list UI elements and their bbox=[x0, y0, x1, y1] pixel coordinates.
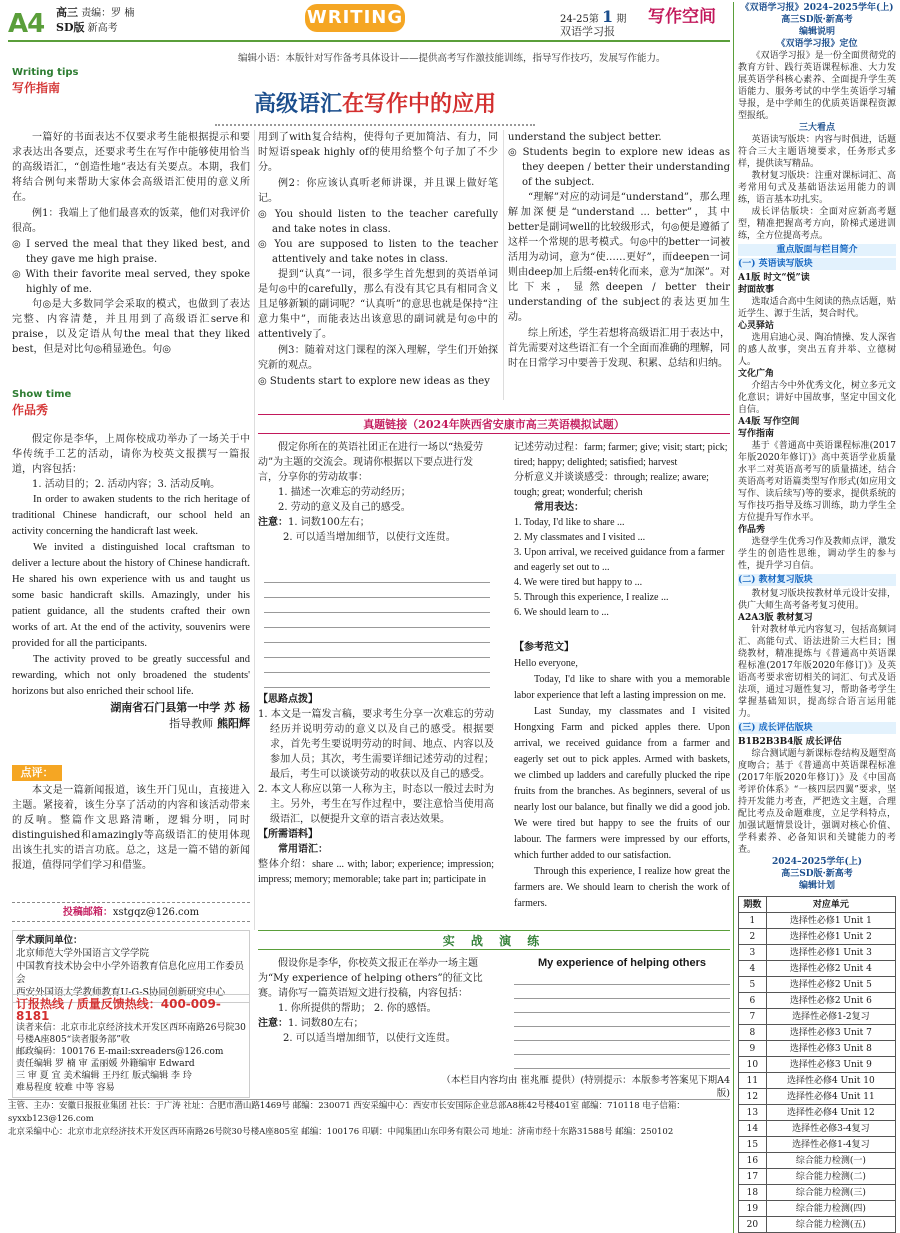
sidebar-head: 《双语学习报》2024–2025学年(上) bbox=[740, 3, 894, 13]
showtime-badge bbox=[12, 388, 132, 419]
hotline-line: 邮政编码：100176 E-mail:sxreaders@126.com bbox=[16, 1047, 224, 1057]
top-rule bbox=[8, 40, 730, 42]
headline-part1: 高级语汇 bbox=[253, 92, 342, 117]
edition: SD版 bbox=[56, 21, 85, 34]
paragraph: 用到了with复合结构，使得句子更加简洁、有力，同时短语speak highly of的使用给整个句子加了不少分。 bbox=[258, 132, 498, 173]
paper-name: 双语学习报 bbox=[560, 25, 615, 38]
hotline-line: 责任编辑 罗 楠 审 孟丽媛 外籍编审 Edward bbox=[16, 1059, 195, 1069]
sec-item-title: 文化广角 bbox=[738, 369, 775, 379]
feature: 教材复习版块：注重对课标词汇、高考常用句式及基础语法运用能力的训练，语言基本功扎实。 bbox=[738, 171, 896, 205]
cols-title: 重点版面与栏目简介 bbox=[738, 244, 896, 256]
unit-cell: 选择性必修3 Unit 7 bbox=[766, 1025, 895, 1041]
issue-number-cell: 3 bbox=[739, 945, 767, 961]
sec-desc: 综合测试题与新课标卷结构及题型高度吻合；基于《普通高中英语课程标准(2017年版2020年修订)》及《中国高考评价体系》“一核四层四翼”要求，坚持开发能力考查，严把选文主题，合理配比考点及命题难度，立足学科特点，加强试题情景设计，强调对核心价值、学科素养、必备知识和关键能力的考查。 bbox=[738, 749, 896, 855]
intro-title: 《双语学习报》定位 bbox=[776, 39, 858, 49]
comment-label: 点评： bbox=[12, 765, 62, 781]
table-row bbox=[739, 1025, 896, 1041]
practice-prompt bbox=[258, 956, 498, 1046]
intro-text: 《双语学习报》是一份全面贯彻党的教育方针、践行英语课程标准、大力发展英语学科核心素养、全面提升学生英语能力、服务考试的中学生英语学习辅导报，是中学师生的优质英语课程资源型报纸。 bbox=[738, 51, 896, 121]
si-label: 【思路点拨】 bbox=[258, 694, 318, 705]
paragraph: 一篇好的书面表达不仅要求考生能根据提示和要求表达出各要点，还要求考生在写作中能够使用恰当的高级语汇，“创造性地”表达有关要点。本期，我们将结合例句来帮助大家体会高级语汇使用的意义所在。 bbox=[12, 132, 250, 203]
essay-signature: 湖南省石门县第一中学 苏 杨 bbox=[110, 701, 250, 714]
unit-cell: 选择性必修4 Unit 11 bbox=[766, 1089, 895, 1105]
unit-cell: 选择性必修2 Unit 6 bbox=[766, 993, 895, 1009]
issue-number-cell: 16 bbox=[739, 1153, 767, 1169]
table-row bbox=[739, 1105, 896, 1121]
sec-item-desc: 选登学生优秀习作及教师点评，激发学生的创造性思维，调动学生的参与性，提升学习自信。 bbox=[738, 537, 896, 571]
sec-item-desc: 介绍古今中外优秀文化，树立多元文化意识；讲好中国故事，坚定中国文化自信。 bbox=[738, 381, 896, 415]
sec-desc: 针对教材单元内容复习，包括高频词汇、高能句式、语法进阶三大栏目；围绕教材，精准提炼与《普通高中英语课程标准(2017年版2020年修订)》及英语高考要求密切相关的词汇、句式及语法项，通过习题性复习，帮助备考学生掌握基础知识，提高综合语言运用能力。 bbox=[738, 625, 896, 719]
sched-col-header: 期数 bbox=[739, 897, 767, 913]
headline bbox=[215, 90, 535, 126]
table-row bbox=[739, 993, 896, 1009]
issue-number-cell: 8 bbox=[739, 1025, 767, 1041]
column-divider bbox=[254, 130, 255, 930]
sec-item-title: 作品秀 bbox=[738, 525, 766, 535]
expr-item: 3. Upon arrival, we received guidance from a farmer and eagerly set out to ... bbox=[514, 547, 725, 573]
sec-item-title: B1B2B3B4版 成长评估 bbox=[738, 737, 842, 747]
issue-number-cell: 14 bbox=[739, 1121, 767, 1137]
unit-cell: 选择性必修1-2复习 bbox=[766, 1009, 895, 1025]
article-col1 bbox=[12, 130, 250, 358]
credit-note: （本栏目内容均由 崔兆雁 提供）(特别提示：本版参考答案见下期A4版) bbox=[441, 1075, 730, 1100]
issue-number-cell: 10 bbox=[739, 1057, 767, 1073]
exam-note: 注意：1. 词数100左右； bbox=[258, 517, 370, 528]
practice-answer-area[interactable] bbox=[514, 956, 730, 1069]
model-paragraph: Through this experience, I realize how great the farmers are. We should learn to cherish the work of farmers. bbox=[514, 866, 730, 909]
expr-item: 5. Through this experience, I realize ... bbox=[514, 592, 669, 603]
issue-number-cell: 15 bbox=[739, 1137, 767, 1153]
issue-number-cell: 19 bbox=[739, 1201, 767, 1217]
paragraph: 例2：你应该认真听老师讲课，并且课上做好笔记。 bbox=[258, 178, 498, 204]
si-item: 1. 本文是一篇发言稿，要求考生分享一次难忘的劳动经历并说明劳动的意义以及自己的感受。根据要求，首先考生要说明劳动的时间、地点、内容以及参加人员；其次，考生需要详细记述劳动的过程；最后，考生可以谈谈劳动的收获以及自己的感受。 bbox=[258, 709, 494, 780]
unit-cell: 综合能力检测(三) bbox=[766, 1185, 895, 1201]
example: ◎ Students begin to explore new ideas as they deepen / better their understanding of the subject. bbox=[508, 147, 730, 188]
exam-note: 2. 可以适当增加细节，以使行文连贯。 bbox=[283, 532, 456, 543]
example: understand the subject better. bbox=[508, 132, 662, 143]
unit-cell: 选择性必修4 Unit 12 bbox=[766, 1105, 895, 1121]
expr-label: 常用表达： bbox=[534, 502, 584, 513]
advisors-box bbox=[12, 930, 250, 1003]
unit-cell: 综合能力检测(一) bbox=[766, 1153, 895, 1169]
unit-cell: 选择性必修3 Unit 8 bbox=[766, 1041, 895, 1057]
student-essay bbox=[12, 432, 250, 732]
practice-points: 1. 你所提供的帮助； 2. 你的感悟。 bbox=[278, 1003, 437, 1014]
model-essay bbox=[514, 640, 730, 912]
issue-unit: 期 bbox=[616, 14, 627, 25]
paragraph: 提到“认真”一词，很多学生首先想到的英语单词是句◎中的carefully，那么有没有其它具有相同含义且足够新颖的副词呢？“认真听”的意思也就是保持“注意力集中”，而能表达出该意思的副词就是句◎中的attentively了。 bbox=[258, 269, 498, 340]
practice-note: 注意：1. 词数80左右； bbox=[258, 1018, 364, 1029]
essay-teacher: 指导教师 熊阳辉 bbox=[169, 717, 250, 730]
example: ◎ With their favorite meal served, they spoke highly of me. bbox=[12, 269, 250, 295]
issue-number-cell: 13 bbox=[739, 1105, 767, 1121]
table-row bbox=[739, 1185, 896, 1201]
table-row bbox=[739, 1137, 896, 1153]
headline-part2: 在写作中的应用 bbox=[342, 92, 497, 117]
sched-head: 2024–2025学年(上) bbox=[771, 857, 863, 867]
table-row bbox=[739, 1009, 896, 1025]
advisor-line: 中国教育技术协会中小学外语教育信息化应用工作委员会 bbox=[16, 961, 245, 985]
sec-item-title: A1版 时文“悦”读 bbox=[738, 273, 810, 283]
sched-head: 编辑计划 bbox=[798, 881, 835, 891]
exam-header: 真题链接（2024年陕西省安康市高三英语模拟试题） bbox=[258, 414, 730, 434]
expr-item: 4. We were tired but happy to ... bbox=[514, 577, 643, 588]
si-item: 2. 本文人称应以第一人称为主，时态以一般过去时为主。另外，考生在写作过程中，要注意恰当使用高级语汇，以便提升文章的语言表达效果。 bbox=[258, 784, 494, 825]
example: ◎ I served the meal that they liked best, and they gave me high praise. bbox=[12, 239, 250, 265]
email-address[interactable]: xstgqz@126.com bbox=[112, 907, 200, 918]
page-code: A4 bbox=[8, 9, 45, 39]
sec-item-title: 心灵驿站 bbox=[738, 321, 775, 331]
footer bbox=[8, 1099, 730, 1139]
unit-cell: 选择性必修4 Unit 10 bbox=[766, 1073, 895, 1089]
hotline-box bbox=[12, 994, 250, 1098]
expr-item: 6. We should learn to ... bbox=[514, 607, 609, 618]
sec-item-desc: 基于《普通高中英语课程标准(2017年版2020年修订)》高中英语学业质量水平二对英语高考写的质量描述，结合英语高考对语篇类型写作形式(如应用文写作、读后续写)等的要求，提供系统的写作技巧指导及练习训练，助力学生全方位提升写作水平。 bbox=[738, 441, 896, 523]
article-col3 bbox=[508, 130, 730, 372]
issue-number-cell: 9 bbox=[739, 1041, 767, 1057]
column-divider bbox=[503, 130, 504, 400]
table-row bbox=[739, 1153, 896, 1169]
model-paragraph: Today, I'd like to share with you a memorable labor experience that left a lasting impression on me. bbox=[514, 674, 730, 701]
table-row bbox=[739, 1089, 896, 1105]
common-vocab: 整体介绍：share ... with; labor; experience; impression; impress; memory; memorable; take part in; participate in bbox=[258, 859, 494, 885]
issue-number-cell: 12 bbox=[739, 1089, 767, 1105]
practice-prompt-text: 假设你是李华，你校英文报正在举办一场主题为“My experience of helping others”的征文比赛。请你写一篇英语短文进行投稿，内容包括： bbox=[258, 958, 483, 999]
masthead-meta bbox=[56, 6, 134, 36]
exam-point: 2. 劳动的意义及自己的感受。 bbox=[278, 502, 411, 513]
section-title: 写作空间 bbox=[648, 7, 716, 27]
exam-vocab bbox=[514, 440, 730, 620]
schedule-table bbox=[738, 896, 896, 1233]
unit-cell: 选择性必修2 Unit 4 bbox=[766, 961, 895, 977]
advisor-line: 北京师范大学外国语言文学学院 bbox=[16, 948, 150, 959]
table-row bbox=[739, 961, 896, 977]
sec-item-desc: 选用启迪心灵、陶冶情操、发人深省的感人故事，突出五育并举、立德树人。 bbox=[738, 333, 896, 367]
issue-number-cell: 18 bbox=[739, 1185, 767, 1201]
editor: 责编：罗 楠 bbox=[81, 8, 135, 19]
section-1: (一) 英语读写版块 bbox=[738, 258, 896, 270]
model-label: 【参考范文】 bbox=[514, 642, 574, 653]
submission-email[interactable] bbox=[12, 902, 250, 922]
essay-paragraph: In order to awaken students to the rich heritage of traditional Chinese handicraft, our school held an activity concerning the handicraft last week. bbox=[12, 494, 250, 537]
table-row bbox=[739, 913, 896, 929]
sidebar-head: 高三SD版·新高考 bbox=[781, 15, 853, 25]
table-row bbox=[739, 977, 896, 993]
issue-number-cell: 4 bbox=[739, 961, 767, 977]
editor-note: 编辑小语：本版针对写作备考具体设计——提供高考写作激技能训练，指导写作技巧，发展写作能力。 bbox=[238, 53, 666, 64]
unit-cell: 综合能力检测(二) bbox=[766, 1169, 895, 1185]
tips-cn: 写作指南 bbox=[12, 81, 61, 95]
table-row bbox=[739, 1217, 896, 1233]
column-tag: WRITING bbox=[305, 4, 405, 32]
sched-head: 高三SD版·新高考 bbox=[781, 869, 853, 879]
sec-item-title: 写作指南 bbox=[738, 429, 775, 439]
model-paragraph: Last Sunday, my classmates and I visited Hongxing Farm and picked apples there. Upon arrival, we received guidance from a farmer and eagerly set out to pick apples. Armed with baskets, we climbed up ladders and carefully plucked the ripe fruits from the branches. As beginners, several of us nearly lost our balance, but finally we did a good job. We were tired but happy to see the fruits of our labour. The farmers were impressed by our efforts, which further added to our satisfaction. bbox=[514, 706, 730, 861]
unit-cell: 选择性必修1 Unit 3 bbox=[766, 945, 895, 961]
practice-note: 2. 可以适当增加细节，以使行文连贯。 bbox=[283, 1033, 456, 1044]
writing-tips-badge bbox=[12, 66, 122, 97]
grade: 高三 bbox=[56, 6, 78, 19]
vocab-line: 分析意义并谈谈感受：through; realize; aware; tough; great; wonderful; cherish bbox=[514, 472, 709, 498]
issue-number-cell: 7 bbox=[739, 1009, 767, 1025]
thinking-tips bbox=[258, 692, 494, 887]
hotline-line: 读者来信：北京市北京经济技术开发区西环南路26号院30号楼A座805“读者服务部”收 bbox=[16, 1023, 246, 1045]
writing-lines[interactable] bbox=[264, 568, 490, 688]
sec-item-title: A2A3版 教材复习 bbox=[738, 613, 813, 623]
feature: 成长评估版块：全面对应新高考题型，精准把握高考方向，阶梯式递进训练，全方位提高考点。 bbox=[738, 207, 896, 241]
showtime-en: Show time bbox=[12, 389, 72, 400]
article-col2 bbox=[258, 130, 498, 389]
hotline-line: 三 审 夏 宜 美术编辑 王丹红 版式编辑 李 玲 bbox=[16, 1071, 192, 1081]
feature: 英语读写版块：内容与时俱进，话题符合三大主题语境要求，任务形式多样，提供读写精品。 bbox=[738, 135, 896, 169]
unit-cell: 综合能力检测(四) bbox=[766, 1201, 895, 1217]
issue-num: 1 bbox=[602, 7, 614, 26]
issue-number-cell: 17 bbox=[739, 1169, 767, 1185]
example: ◎ You should listen to the teacher carefully and take notes in class. bbox=[258, 209, 498, 235]
essay-prompt: 假定你是李华，上周你校成功举办了一场关于中华传统手工艺的活动，请你为校英文报撰写一篇报道，内容包括： bbox=[12, 434, 250, 475]
showtime-cn: 作品秀 bbox=[12, 403, 49, 417]
unit-cell: 选择性必修1 Unit 1 bbox=[766, 913, 895, 929]
comment: 本文是一篇新闻报道，该生开门见山，直接进入主题。紧接着，该生分享了活动的内容和该活动带来的反响。整篇作文思路清晰，逻辑分明，同时distinguished和amazingly等高级语汇的使用体现出该生扎实的语言功底。总之，这是一篇不错的新闻报道，值得同学们学习和借鉴。 bbox=[12, 785, 250, 871]
practice-header: 实 战 演 练 bbox=[258, 930, 730, 950]
edition2: 新高考 bbox=[87, 23, 118, 34]
email-label: 投稿邮箱： bbox=[62, 907, 113, 918]
sec-item-desc: 选取适合高中生阅读的热点话题，贴近学生、源于生活，契合时代。 bbox=[738, 297, 896, 319]
table-row bbox=[739, 1121, 896, 1137]
advisors-title: 学术顾问单位： bbox=[16, 935, 83, 946]
editorial-sidebar bbox=[733, 2, 896, 1233]
paragraph: 例3：随着对这门课程的深入理解，学生们开始探究新的观点。 bbox=[258, 345, 498, 371]
unit-cell: 选择性必修3-4复习 bbox=[766, 1121, 895, 1137]
tips-en: Writing tips bbox=[12, 67, 79, 78]
table-row bbox=[739, 1041, 896, 1057]
hotline-title: 订报热线 / 质量反馈热线：400-009-8181 bbox=[16, 997, 221, 1023]
paragraph: 例1：我端上了他们最喜欢的饭菜，他们对我评价很高。 bbox=[12, 208, 250, 234]
exam-prompt bbox=[258, 440, 492, 545]
sched-col-header: 对应单元 bbox=[766, 897, 895, 913]
unit-cell: 选择性必修1-4复习 bbox=[766, 1137, 895, 1153]
table-row bbox=[739, 1169, 896, 1185]
unit-cell: 综合能力检测(五) bbox=[766, 1217, 895, 1233]
issue-number-cell: 6 bbox=[739, 993, 767, 1009]
issue-number-cell: 5 bbox=[739, 977, 767, 993]
vocab-label: 【所需语料】 bbox=[258, 829, 318, 840]
table-row bbox=[739, 1073, 896, 1089]
issue-number-cell: 1 bbox=[739, 913, 767, 929]
footer-line: 北京采编中心：北京市北京经济技术开发区西环南路26号院30号楼A座805室 邮编：100176 印刷：中闻集团山东印务有限公司 地址：济南市经十东路31588号 邮编：250102 bbox=[8, 1127, 674, 1137]
issue-number-cell: 2 bbox=[739, 929, 767, 945]
essay-paragraph: We invited a distinguished local craftsman to deliver a lecture about the history of Chinese handicraft. He shared his own experience with us and taught us some basic handicraft skills. Amazingly, under his patient guidance, all the students crafted their own works of art. At the end of the activity, souvenirs were provided for all the participants. bbox=[12, 542, 250, 649]
practice-title: My experience of helping others bbox=[537, 957, 707, 969]
essay-paragraph: The activity proved to be greatly successful and rewarding, which not only broadened the students' horizons but also enriched their school life. bbox=[12, 654, 250, 697]
vocab-line: 记述劳动过程：farm; farmer; give; visit; start; pick; tired; happy; delighted; satisfied; harvest bbox=[514, 442, 728, 468]
paragraph: 综上所述，学生若想将高级语汇用于表达中，首先需要对这些语汇有一个全面而准确的理解，同时在日常学习中要善于发现、积累、总结和归纳。 bbox=[508, 328, 730, 369]
expr-item: 1. Today, I'd like to share ... bbox=[514, 517, 625, 528]
footer-line: 主管、主办：安徽日报报业集团 社长：于广涛 社址：合肥市潜山路1469号 邮编：230071 西安采编中心：西安市长安国际企业总部A8栋42号楼401室 邮编：710118 电子信箱：syxxb123@126.com bbox=[8, 1101, 685, 1124]
section-3: (三) 成长评估版块 bbox=[738, 722, 896, 734]
sec-item-title: A4版 写作空间 bbox=[738, 417, 800, 427]
features-title: 三大看点 bbox=[798, 123, 835, 133]
table-row bbox=[739, 1057, 896, 1073]
expr-item: 2. My classmates and I visited ... bbox=[514, 532, 646, 543]
table-row bbox=[739, 1201, 896, 1217]
example: ◎ You are supposed to listen to the teacher attentively and take notes in class. bbox=[258, 239, 498, 265]
issue-number-cell: 11 bbox=[739, 1073, 767, 1089]
sec-desc: 教材复习版块按教材单元设计安排，供广大师生高考备考复习使用。 bbox=[738, 589, 896, 611]
essay-points: 1. 活动目的；2. 活动内容；3. 活动反响。 bbox=[32, 479, 221, 490]
sec-item-title: 封面故事 bbox=[738, 285, 775, 295]
sidebar-head: 编辑说明 bbox=[798, 27, 835, 37]
hotline-line: 难易程度 较难 中等 容易 bbox=[16, 1083, 115, 1093]
example: ◎ Students start to explore new ideas as they bbox=[258, 376, 490, 387]
common-label: 常用语汇： bbox=[278, 844, 328, 855]
exam-prompt-text: 假定你所在的英语社团正在进行一场以“热爱劳动”为主题的交流会。现请你根据以下要点进行发言，分享你的劳动故事： bbox=[258, 442, 484, 483]
table-row bbox=[739, 945, 896, 961]
unit-cell: 选择性必修1 Unit 2 bbox=[766, 929, 895, 945]
unit-cell: 选择性必修2 Unit 5 bbox=[766, 977, 895, 993]
paragraph: 句◎是大多数同学会采取的模式，也做到了表达完整、内容清楚，并且用到了高级语汇serve和praise，以及定语从句the meal that they liked best，但是对比句◎稍显逊色。句◎ bbox=[12, 299, 250, 355]
unit-cell: 选择性必修3 Unit 9 bbox=[766, 1057, 895, 1073]
advisor-line: 西安外国语大学教师教育U-G-S协同创新研究中心 bbox=[16, 987, 226, 998]
issue-number-cell: 20 bbox=[739, 1217, 767, 1233]
paragraph: “理解”对应的动词是“understand”，那么理解加深便是“understand ... better”，其中better是副词well的比较级形式，句◎便是遵循了这样一个常规的思考模式。句◎中的better一词被活用为动词，意为“使……更好”，而deepen一词则由deep加上后缀-en转化而来，意为“加深”。对比下来，显然deepen / better their understanding of the subject的表达更加生动。 bbox=[508, 192, 730, 323]
exam-point: 1. 描述一次难忘的劳动经历； bbox=[278, 487, 411, 498]
section-2: (二) 教材复习版块 bbox=[738, 574, 896, 586]
model-paragraph: Hello everyone, bbox=[514, 658, 578, 669]
issue-year: 24-25第 bbox=[560, 14, 599, 25]
table-row bbox=[739, 929, 896, 945]
